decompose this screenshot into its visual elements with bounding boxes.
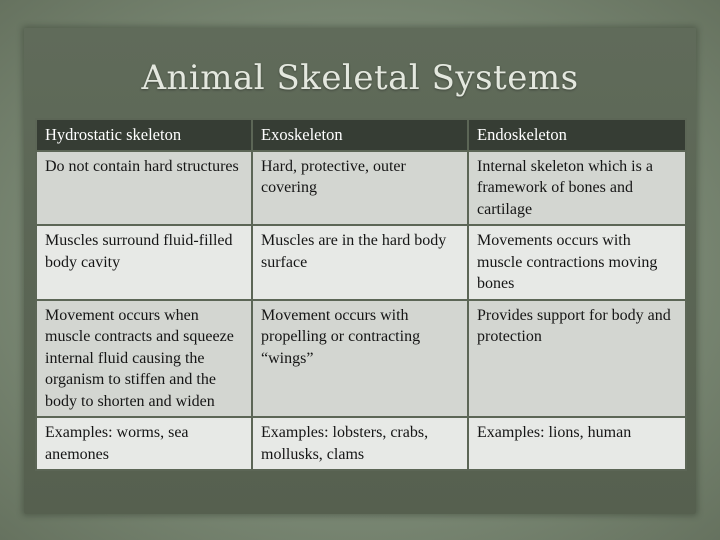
skeletal-systems-table bbox=[35, 118, 687, 471]
header-exoskeleton: Exoskeleton bbox=[252, 119, 468, 151]
table-row bbox=[36, 225, 686, 300]
table-row bbox=[36, 300, 686, 418]
table-cell: Movement occurs when muscle contracts and squeeze internal fluid causing the organism to stiffen and the body to shorten and widen bbox=[36, 300, 252, 418]
skeletal-systems-table-container bbox=[35, 118, 685, 471]
table-cell: Muscles surround fluid-filled body cavity bbox=[36, 225, 252, 300]
table-cell: Examples: lions, human bbox=[468, 417, 686, 470]
table-cell: Provides support for body and protection bbox=[468, 300, 686, 418]
table-cell: Movement occurs with propelling or contracting “wings” bbox=[252, 300, 468, 418]
table-row bbox=[36, 417, 686, 470]
table-cell: Internal skeleton which is a framework of bones and cartilage bbox=[468, 151, 686, 226]
table-cell: Muscles are in the hard body surface bbox=[252, 225, 468, 300]
table-cell: Do not contain hard structures bbox=[36, 151, 252, 226]
table-cell: Hard, protective, outer covering bbox=[252, 151, 468, 226]
table-row bbox=[36, 151, 686, 226]
slide-title: Animal Skeletal Systems bbox=[141, 58, 579, 98]
header-hydrostatic: Hydrostatic skeleton bbox=[36, 119, 252, 151]
table-header-row bbox=[36, 119, 686, 151]
table-cell: Examples: lobsters, crabs, mollusks, clams bbox=[252, 417, 468, 470]
header-endoskeleton: Endoskeleton bbox=[468, 119, 686, 151]
table-cell: Movements occurs with muscle contractions moving bones bbox=[468, 225, 686, 300]
table-cell: Examples: worms, sea anemones bbox=[36, 417, 252, 470]
